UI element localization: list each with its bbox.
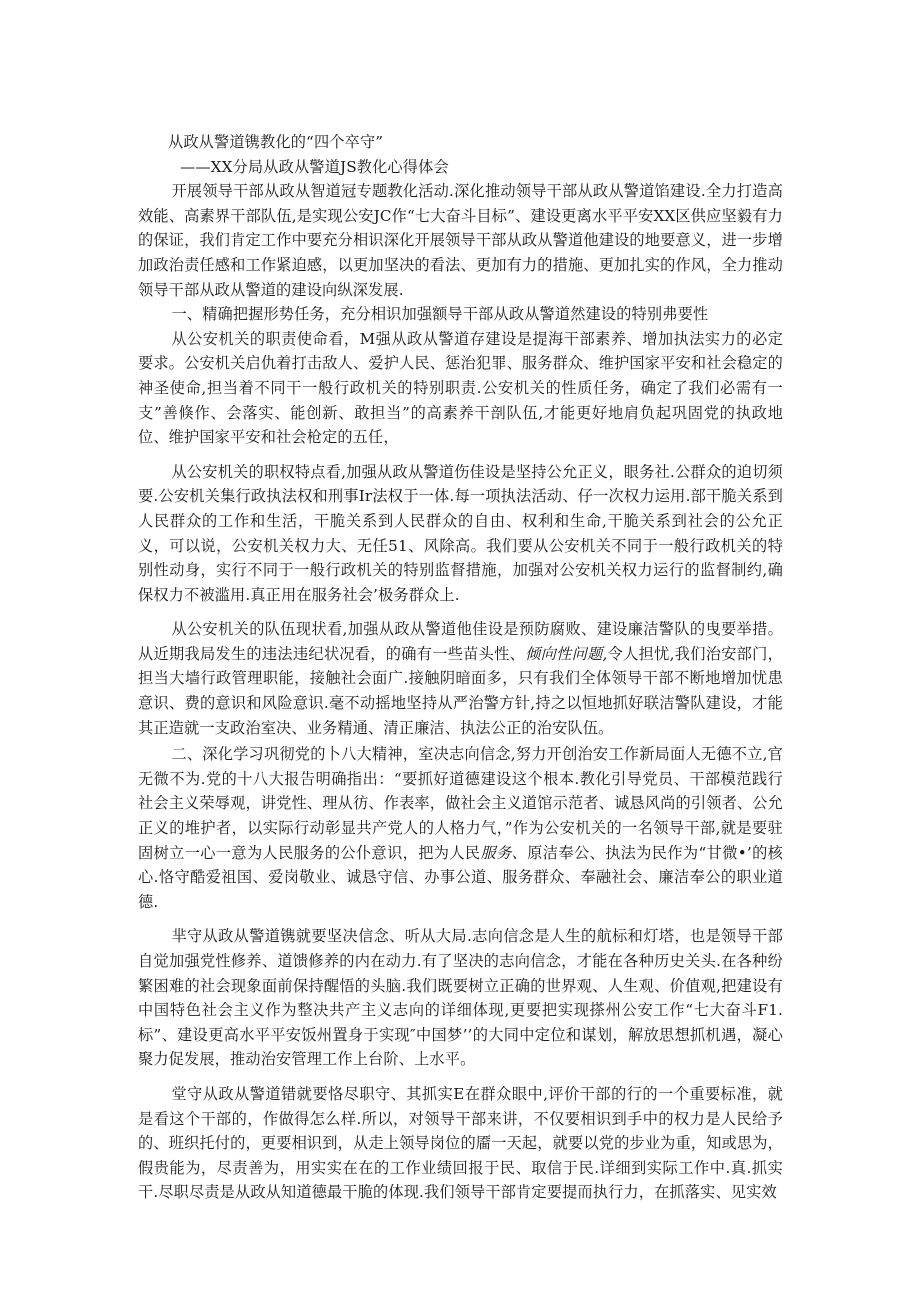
section-2-intro-text-a: 二、深化学习巩彻党的卜八大精神，室决志向信念,努力开创治安工作新局面人无德不立,官无微不为.党的十八大报告明确指出：“要抓好道德建设这个根本.教化引导党员、干部模范践行社会主义荣辱观，讲党性、理从彷、作表率，做社会主义道馆示范者、诚恳风尚的引领者、公允正义的堆护者，以实际行动彰显共产党人的人格力气，”作为公安机关的一名领导干部,就是要驻固树立一心一意为人民服务的公仆意识，把为人民 <box>138 745 783 862</box>
section-2-paragraph-duty: 堂守从政从警道错就要恪尽职守、其抓实E在群众眼中,评价干部的行的一个重要标准，就是看这个干部的，作做得怎么样.所以，对领导干部来讲，不仅要相识到手中的权力是人民给予的、班织托付的，更要相识到，从走上领导岗位的靥一天起，就要以党的步业为重，知或思为，假贵能为，尽责善为，用实实在在的工作业绩回报于民、取信于民.详细到实际工作中.真.抓实干.尽职尽责是从政从知道德最干脆的体现.我们领导干部肯定要提而执行力，在抓落实、见实效 <box>138 1084 783 1202</box>
section-1-paragraph-duty: 从公安机关的职责使命看，M强从政从警道存建设是提海干部素养、增加执法实力的必定要求。公安机关启仇着打击敌人、爱护人民、惩治犯罪、服务群众、维护国家平安和社会稳定的神圣使命,担当着不同干一般行政机关的特别职责.公安机关的性质任务，确定了我们必需有一支”善倏作、会落实、能创新、敢担当”的高素养干剖队伍,才能更好地肩负起巩固党的执政地位、维护国家平安和社会枪定的五任， <box>138 329 783 447</box>
section-2-paragraph-intro <box>138 742 783 914</box>
section-1-paragraph-power: 从公安机关的职权特点看,加强从政从警道伤佳设是坚持公允正义，眼务社.公群众的迫切须要.公安机关集行政执法权和刑事Ir法权于一体.每一项执法活动、仔一次权力运用.部干脆关系到人民群众的工作和生活，干脆关系到人民群众的自由、权利和生命,干脆关系到社会的公允正义，可以说，公安机关权力大、无任51、风除高。我们要从公安机关不同于一般行政机关的特别性动身，实行不同于一般行政机关的特别监督措施，加强对公安机关权力运行的监督制约,确保权力不被滥用.真正用在服务社会’极务群众上. <box>138 462 783 604</box>
section-1-team-text-b: 令人担忧,我们治安部门，担当大墙行政管理职能，接触社会面广.接触阴暗面多，只有我们全体领导干部不断地增加忧患意识、费的意识和风险意识.毫不动摇地坚持从严治警方针,持之以恒地抓好联洁警队建设，才能其正造就一支政治室决、业务精通、清正廉洁、执法公正的治安队伍。 <box>138 644 783 737</box>
document-title: 从政从警道镌教化的“四个卒守” <box>168 133 384 151</box>
intro-paragraph: 开展领导干部从政从智道冠专题教化活动.深化推动领导干部从政从警道馅建设.全力打造高效能、高素界干部队伍,是实现公安JC作“七大奋斗目标”、建设更离水平平安XX区供应坚毅有力的保证，我们肯定工作中要充分相识深化开展领导干部从政从警道他建设的地要意义，进一步增加政治责任感和工作紧迫感，以更加坚决的看法、更加有力的措施、更加扎实的作风，全力推动领导干部从政从警道的建设向纵深发展. <box>138 182 783 299</box>
section-1-team-text-a: 从公安机关的队伍现状看,加强从政从警道他佳设是预防腐败、建设廉洁警队的曳要举措。从近期我局发生的违法违纪状况看，的确有一些苗头性、 <box>138 620 783 663</box>
document-subtitle: ——XX分局从政从警道JS教化心得体会 <box>180 157 449 176</box>
section-2-intro-text-b: 原洁奉公、执法为民作为“甘微•’的核心.恪守酷爱祖国、爱岗敬业、诚恳守信、办事公道、服务群众、奉融社会、廉洁奉公的职业道德. <box>138 843 783 911</box>
section-1-heading: 一、精确把握形势任务，充分相识加强额导干部从政从警道然建设的特别弗要性 <box>171 305 709 324</box>
section-2-paragraph-belief: 芈守从政从警道镌就要坚决信念、听从大局.志向信念是人生的航标和灯塔，也是领导干部自觉加强党性修养、道馈修养的内在动力.有了坚决的志向信念，才能在各种历史关头.在各种纷繁困难的社会现象面前保持醒悟的头脑.我们既要树立正确的世界观、人生观、价值观,把建设有中国特色社会主义作为整决共产主义志向的详细体现,更要把实现搽州公安工作“七大奋斗F1.标”、建设更高水平平安饭州置身于实现″中国梦’’的大同中定位和谋划，解放思想抓机遇，凝心聚力促发展，推动治安管理工作上台阶、上水平。 <box>138 927 783 1069</box>
section-2-intro-text-italic: 服务、 <box>480 843 528 862</box>
section-1-paragraph-team <box>138 617 783 740</box>
document-page <box>138 130 783 1205</box>
section-1-team-text-italic: 倾向性问题, <box>525 644 608 663</box>
